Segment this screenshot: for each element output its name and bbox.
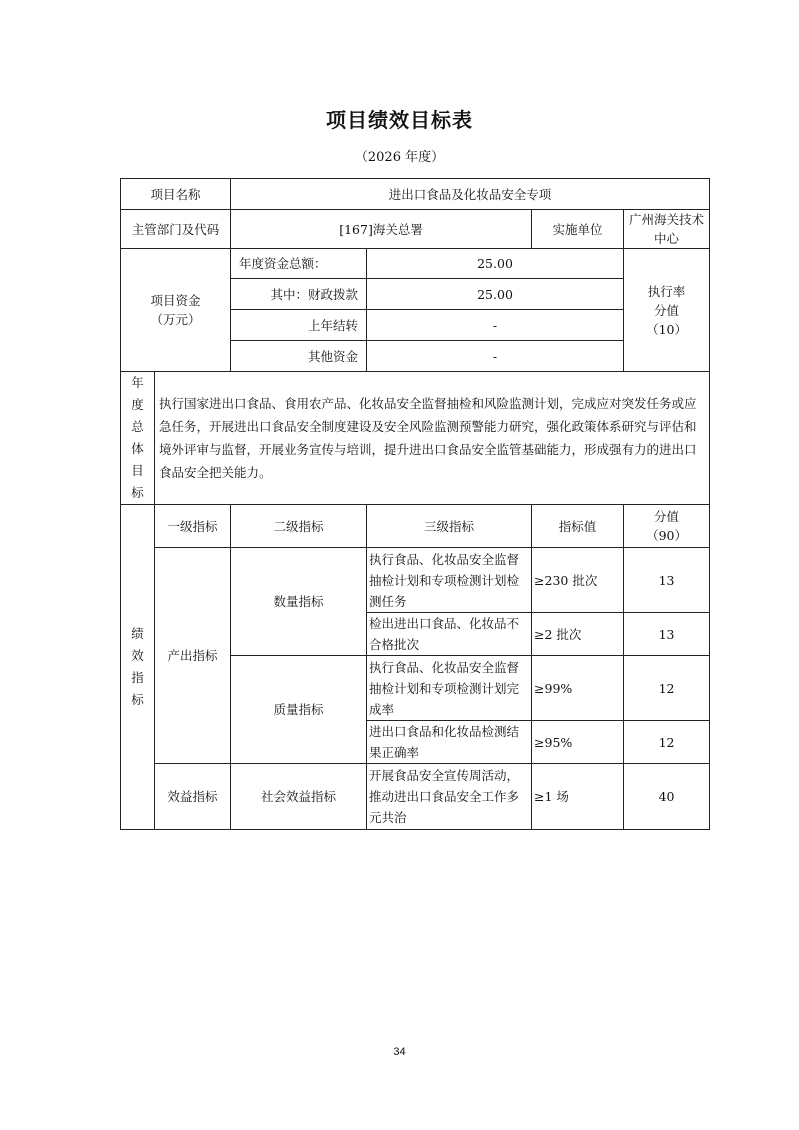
indicator-name: 开展食品安全宣传周活动，推动进出口食品安全工作多元共治 <box>367 764 532 830</box>
rate-line1: 执行率 <box>647 283 686 299</box>
rate-line2: 分值 <box>654 302 680 318</box>
quantity-indicator-label: 数量指标 <box>231 548 367 656</box>
header-level1: 一级指标 <box>155 505 231 548</box>
indicators-label-char: 标 <box>131 692 144 707</box>
funds-total-label: 年度资金总额： <box>231 249 367 279</box>
funds-other-label: 其他资金 <box>231 341 367 372</box>
funds-carryover-value: - <box>367 310 624 341</box>
funds-label-line2: （万元） <box>150 312 201 327</box>
annual-goal-text: 执行国家进出口食品、食用农产品、化妆品安全监督抽检和风险监测计划，完成应对突发任务或应急任务，开展进出口食品安全制度建设及安全风险监测预警能力研究，强化政策体系研究与评估和境外评审与监督，开展业务宣传与培训，提升进出口食品安全监管基础能力，形成强有力的进出口食品安全把关能力。 <box>155 372 710 505</box>
dept-value: [167]海关总署 <box>231 210 532 249</box>
indicator-score: 13 <box>624 613 710 656</box>
indicator-score: 40 <box>624 764 710 830</box>
indicators-label <box>121 505 155 830</box>
indicator-value: ≥1 场 <box>532 764 624 830</box>
social-benefit-indicator-label: 社会效益指标 <box>231 764 367 830</box>
rate-line3: （10） <box>646 321 687 337</box>
goal-label-char: 年 <box>131 375 144 390</box>
funds-carryover-label: 上年结转 <box>231 310 367 341</box>
funds-fiscal-label: 其中：财政拨款 <box>231 279 367 310</box>
annual-goal-label <box>121 372 155 505</box>
impl-unit-label: 实施单位 <box>532 210 624 249</box>
funds-label-line1: 项目资金 <box>150 293 201 308</box>
indicator-value: ≥95% <box>532 721 624 764</box>
header-score-line1: 分值 <box>654 509 680 524</box>
indicator-score: 12 <box>624 721 710 764</box>
funds-label <box>121 249 231 372</box>
header-score <box>624 505 710 548</box>
indicator-value: ≥230 批次 <box>532 548 624 613</box>
indicator-score: 12 <box>624 656 710 721</box>
page-subtitle: （2026 年度） <box>354 150 445 165</box>
indicator-name: 检出进出口食品、化妆品不合格批次 <box>367 613 532 656</box>
goal-label-char: 标 <box>131 485 144 500</box>
header-score-line2: （90） <box>646 528 687 543</box>
indicators-label-char: 绩 <box>131 626 144 641</box>
indicator-name: 执行食品、化妆品安全监督抽检计划和专项检测计划完成率 <box>367 656 532 721</box>
header-level3: 三级指标 <box>367 505 532 548</box>
indicator-name: 进出口食品和化妆品检测结果正确率 <box>367 721 532 764</box>
page-title: 项目绩效目标表 <box>326 108 473 132</box>
project-name-label: 项目名称 <box>121 179 231 210</box>
goal-label-char: 体 <box>131 441 144 456</box>
indicator-value: ≥99% <box>532 656 624 721</box>
indicators-label-char: 指 <box>131 670 144 685</box>
performance-table <box>120 178 710 830</box>
page-number: 34 <box>393 1046 406 1058</box>
dept-label: 主管部门及代码 <box>121 210 231 249</box>
quality-indicator-label: 质量指标 <box>231 656 367 764</box>
benefit-indicator-label: 效益指标 <box>155 764 231 830</box>
goal-label-char: 总 <box>131 419 144 434</box>
impl-unit-value: 广州海关技术中心 <box>624 210 710 249</box>
output-indicator-label: 产出指标 <box>155 548 231 764</box>
header-value: 指标值 <box>532 505 624 548</box>
funds-other-value: - <box>367 341 624 372</box>
funds-total-value: 25.00 <box>367 249 624 279</box>
indicator-name: 执行食品、化妆品安全监督抽检计划和专项检测计划检测任务 <box>367 548 532 613</box>
execution-rate-score <box>624 249 710 372</box>
funds-fiscal-value: 25.00 <box>367 279 624 310</box>
goal-label-char: 目 <box>131 463 144 478</box>
goal-label-char: 度 <box>131 397 144 412</box>
project-name-value: 进出口食品及化妆品安全专项 <box>231 179 710 210</box>
indicator-value: ≥2 批次 <box>532 613 624 656</box>
indicators-label-char: 效 <box>131 648 144 663</box>
indicator-score: 13 <box>624 548 710 613</box>
table-row <box>121 764 710 830</box>
table-row <box>121 548 710 613</box>
header-level2: 二级指标 <box>231 505 367 548</box>
